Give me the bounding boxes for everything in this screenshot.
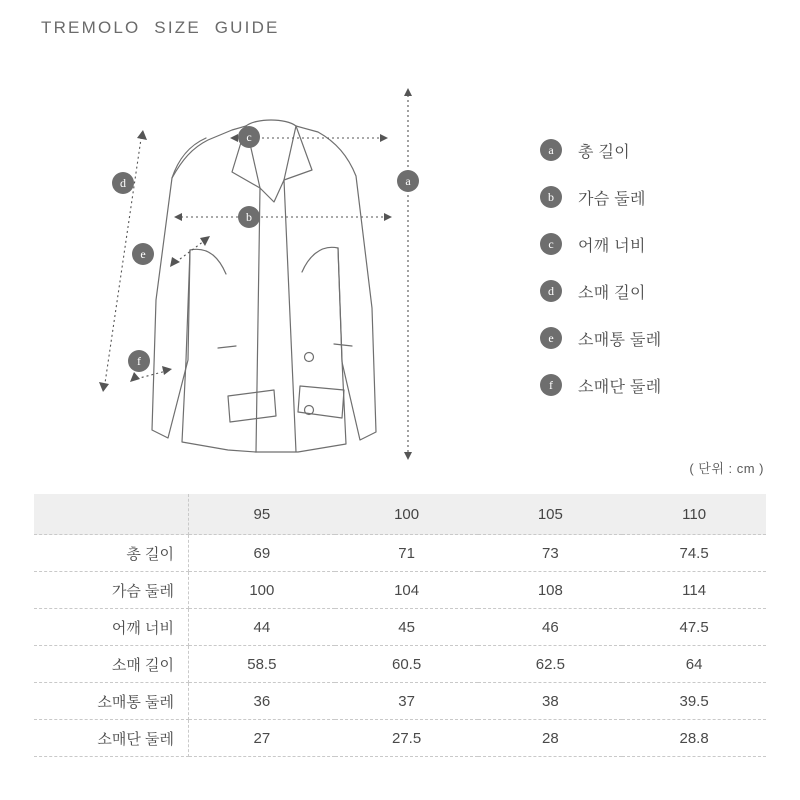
legend-item-sleeve-length <box>540 271 770 311</box>
table-row <box>34 720 766 757</box>
row-label-chest: 가슴 둘레 <box>34 572 189 609</box>
cell-shoulder-100: 45 <box>335 609 479 646</box>
table-corner-cell <box>34 494 189 535</box>
cell-cuff-95: 27 <box>189 720 335 757</box>
legend-label-shoulder: 어깨 너비 <box>578 237 646 255</box>
cell-sleeve-length-95: 58.5 <box>189 646 335 683</box>
legend-item-chest <box>540 177 770 217</box>
cell-total-length-110: 74.5 <box>622 535 766 572</box>
jacket-diagram-svg <box>60 60 460 480</box>
table-row <box>34 683 766 720</box>
cell-cuff-105: 28 <box>478 720 622 757</box>
badge-c-icon: c <box>540 233 562 255</box>
cell-sleeve-length-100: 60.5 <box>335 646 479 683</box>
diagram-marker-d: d <box>112 172 134 194</box>
cell-chest-95: 100 <box>189 572 335 609</box>
legend-label-cuff: 소매단 둘레 <box>578 378 662 396</box>
cell-shoulder-95: 44 <box>189 609 335 646</box>
row-label-sleeve-length: 소매 길이 <box>34 646 189 683</box>
row-label-shoulder: 어깨 너비 <box>34 609 189 646</box>
table-col-95: 95 <box>189 494 335 535</box>
badge-a-icon: a <box>540 139 562 161</box>
diagram-marker-b: b <box>238 206 260 228</box>
legend-label-sleeve-length: 소매 길이 <box>578 284 646 302</box>
legend-item-total-length <box>540 130 770 170</box>
legend-item-shoulder <box>540 224 770 264</box>
legend-label-total-length: 총 길이 <box>578 143 631 161</box>
jacket-measurement-diagram <box>60 60 460 480</box>
cell-cuff-100: 27.5 <box>335 720 479 757</box>
badge-d-icon: d <box>540 280 562 302</box>
unit-note: ( 단위 : cm ) <box>689 461 764 476</box>
table-row <box>34 646 766 683</box>
table-row <box>34 535 766 572</box>
cell-shoulder-105: 46 <box>478 609 622 646</box>
diagram-marker-a: a <box>397 170 419 192</box>
legend-item-cuff <box>540 365 770 405</box>
cell-chest-110: 114 <box>622 572 766 609</box>
page-title: TREMOLO SIZE GUIDE <box>41 18 280 37</box>
cell-total-length-95: 69 <box>189 535 335 572</box>
badge-e-icon: e <box>540 327 562 349</box>
table-header-row <box>34 494 766 535</box>
badge-b-icon: b <box>540 186 562 208</box>
cell-shoulder-110: 47.5 <box>622 609 766 646</box>
size-table <box>34 494 766 757</box>
cell-bicep-95: 36 <box>189 683 335 720</box>
table-col-110: 110 <box>622 494 766 535</box>
diagram-marker-e: e <box>132 243 154 265</box>
cell-total-length-105: 73 <box>478 535 622 572</box>
legend-item-bicep <box>540 318 770 358</box>
cell-chest-100: 104 <box>335 572 479 609</box>
cell-chest-105: 108 <box>478 572 622 609</box>
row-label-cuff: 소매단 둘레 <box>34 720 189 757</box>
cell-sleeve-length-105: 62.5 <box>478 646 622 683</box>
row-label-bicep: 소매통 둘레 <box>34 683 189 720</box>
cell-cuff-110: 28.8 <box>622 720 766 757</box>
cell-bicep-100: 37 <box>335 683 479 720</box>
legend <box>540 130 770 412</box>
cell-sleeve-length-110: 64 <box>622 646 766 683</box>
table-col-105: 105 <box>478 494 622 535</box>
cell-bicep-105: 38 <box>478 683 622 720</box>
table-row <box>34 609 766 646</box>
legend-label-chest: 가슴 둘레 <box>578 190 646 208</box>
table-col-100: 100 <box>335 494 479 535</box>
diagram-marker-f: f <box>128 350 150 372</box>
diagram-marker-c: c <box>238 126 260 148</box>
table-row <box>34 572 766 609</box>
legend-label-bicep: 소매통 둘레 <box>578 331 662 349</box>
row-label-total-length: 총 길이 <box>34 535 189 572</box>
cell-total-length-100: 71 <box>335 535 479 572</box>
badge-f-icon: f <box>540 374 562 396</box>
cell-bicep-110: 39.5 <box>622 683 766 720</box>
